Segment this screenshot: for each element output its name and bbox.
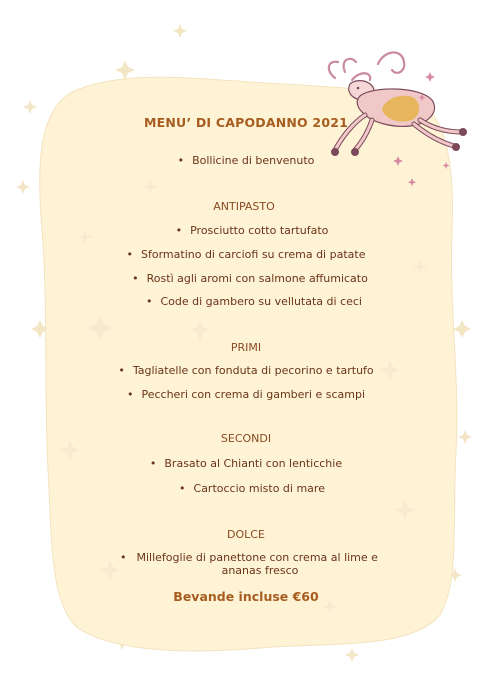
menu-item — [0, 364, 492, 377]
welcome-text: Bollicine di benvenuto — [192, 154, 315, 167]
bullet: • — [132, 272, 139, 285]
bullet: • — [179, 482, 186, 495]
bullet: • — [149, 457, 157, 470]
bullet: • — [118, 364, 125, 377]
menu-item-text: Rostì agli aromi con salmone affumicato — [146, 272, 368, 285]
menu-item-text: Tagliatelle con fonduta di pecorino e tartufo — [132, 364, 374, 377]
section-primi-heading: PRIMI — [230, 341, 262, 354]
menu-item-dolce-line1 — [120, 551, 380, 564]
menu-item — [4, 272, 492, 285]
menu-item-text: Peccheri con crema di gamberi e scampi — [141, 388, 366, 401]
menu-item-text: Cartoccio misto di mare — [193, 482, 325, 495]
menu-item-text: Sformatino di carciofi su crema di patate — [141, 248, 366, 261]
menu-item — [0, 248, 492, 261]
bullet: • — [175, 224, 183, 237]
menu-item — [0, 457, 492, 470]
bullet: • — [126, 388, 134, 401]
bullet: • — [145, 295, 153, 308]
menu-item-dolce — [120, 551, 380, 577]
bullet: • — [177, 154, 185, 167]
section-dolce-heading: DOLCE — [227, 528, 265, 541]
menu-item-dolce-line2: ananas fresco — [221, 564, 299, 577]
welcome-item — [0, 154, 492, 167]
menu-item-text: Millefoglie di panettone con crema al lime e — [136, 551, 378, 564]
section-antipasto-heading: ANTIPASTO — [213, 200, 275, 213]
menu-item-text: Code di gambero su vellutata di ceci — [160, 295, 362, 308]
menu-item — [6, 482, 492, 495]
menu-item — [6, 224, 492, 237]
bullet: • — [126, 248, 134, 261]
section-secondi-heading: SECONDI — [220, 432, 272, 445]
menu-title: MENU’ DI CAPODANNO 2021 — [143, 115, 349, 130]
price-note: Bevande incluse €60 — [173, 589, 319, 604]
menu-item-text: Prosciutto cotto tartufato — [190, 224, 329, 237]
menu-item — [0, 388, 492, 401]
menu-item-text: Brasato al Chianti con lenticchie — [164, 457, 343, 470]
menu-item — [8, 295, 492, 308]
bullet: • — [120, 551, 127, 564]
